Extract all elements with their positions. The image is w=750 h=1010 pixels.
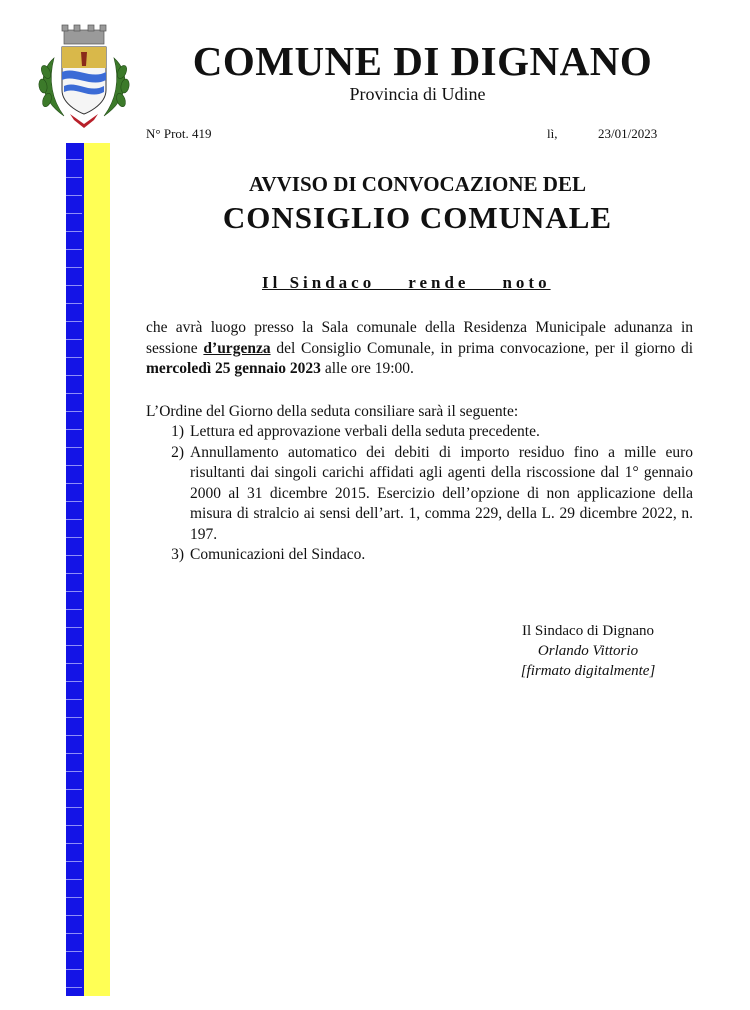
comune-title: COMUNE DI DIGNANO — [192, 38, 653, 84]
agenda-item-number: 2) — [171, 443, 184, 461]
council-heading: CONSIGLIO COMUNALE — [222, 200, 613, 235]
signature-name: Orlando Vittorio — [537, 643, 639, 659]
agenda-item-text: Comunicazioni del Sindaco. — [190, 546, 366, 563]
agenda-item-text: Lettura ed approvazione verbali della seduta precedente. — [190, 423, 540, 440]
coat-of-arms-icon — [34, 20, 134, 130]
agenda-item-number: 3) — [171, 546, 184, 563]
signature-role: Il Sindaco di Dignano — [521, 623, 655, 639]
agenda-item — [146, 422, 693, 443]
paragraph-text: alle ore 19:00. — [320, 360, 414, 377]
agenda-item — [146, 443, 693, 546]
place-label: lì, — [547, 126, 558, 141]
document-date: 23/01/2023 — [598, 126, 658, 141]
flag-band-yellow — [84, 143, 110, 996]
band-tick-marks — [66, 143, 82, 996]
sindaco-announcement: Il Sindaco rende noto — [262, 273, 551, 292]
agenda-intro: L’Ordine del Giorno della seduta consiliare sarà il seguente: — [146, 403, 519, 420]
paragraph-text: che avrà luogo presso la Sala comunale della Residenza Municipale adunanza in sessione — [146, 319, 693, 357]
signature-note: [firmato digitalmente] — [520, 663, 656, 679]
convocation-paragraph — [146, 318, 693, 380]
provincia-subtitle: Provincia di Udine — [349, 84, 486, 104]
notice-heading: AVVISO DI CONVOCAZIONE DEL — [248, 172, 586, 196]
paragraph-text: del Consiglio Comunale, in prima convocazione, per il giorno di — [270, 339, 693, 357]
agenda-item — [146, 545, 693, 566]
signature-block — [500, 621, 676, 681]
agenda-list — [146, 422, 693, 566]
meeting-date: mercoledì 25 gennaio 2023 — [146, 360, 321, 377]
agenda-item-number: 1) — [171, 423, 184, 440]
urgency-text: d’urgenza — [203, 339, 271, 357]
agenda-item-text: Annullamento automatico dei debiti di importo residuo fino a mille euro risultanti dai singoli carichi affidati agli agenti della riscossione dal 1° gennaio 2000 al 31 dicembre 2015. Esercizio dell’opzione di non applicazione della misura di stralcio ai sensi dell’art. 1, comma 229, della L. 29 dicembre 2022, n. 197. — [190, 443, 693, 543]
protocol-number: N° Prot. 419 — [146, 126, 212, 141]
